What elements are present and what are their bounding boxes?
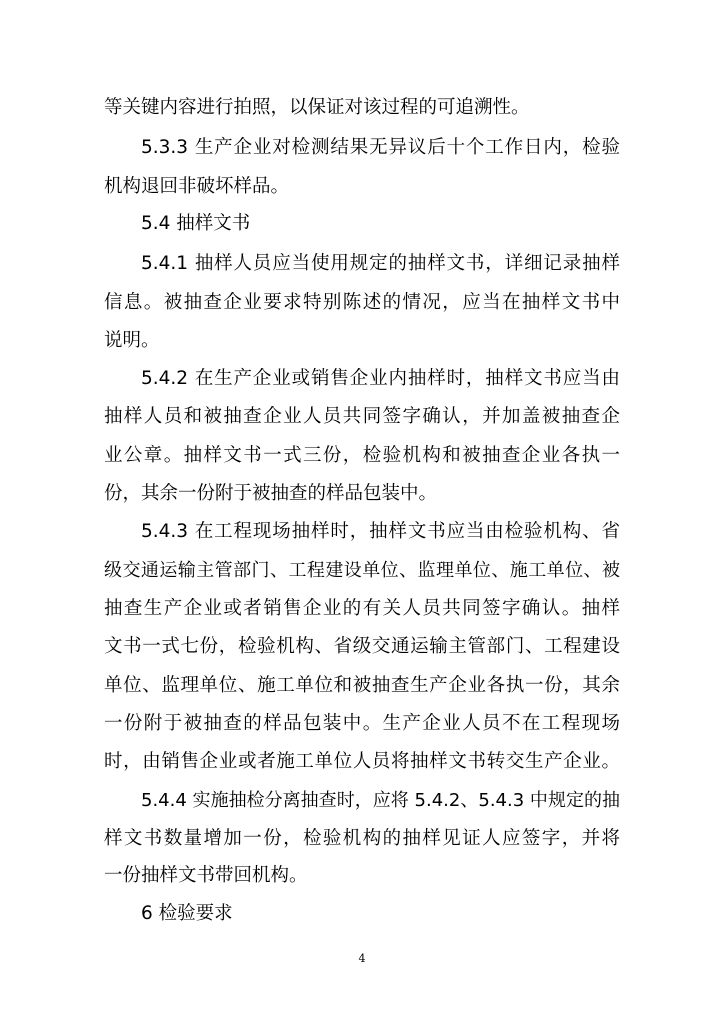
- text-line: 抽样人员和被抽查企业人员共同签字确认，并加盖被抽查企: [104, 406, 620, 427]
- text-line: 一份抽样文书带回机构。: [104, 865, 308, 886]
- page-number: 4: [358, 952, 366, 965]
- text-line: 说明。: [104, 330, 160, 351]
- text-line: 份，其余一份附于被抽查的样品包装中。: [104, 483, 438, 504]
- text-line: 级交通运输主管部门、工程建设单位、监理单位、施工单位、被: [104, 560, 620, 581]
- section-heading: 6 检验要求: [141, 903, 233, 924]
- text-line: 文书一式七份，检验机构、省级交通运输主管部门、工程建设: [104, 636, 620, 657]
- text-line: 5.4.1 抽样人员应当使用规定的抽样文书，详细记录抽样: [141, 253, 620, 274]
- text-line: 时，由销售企业或者施工单位人员将抽样文书转交生产企业。: [104, 751, 620, 772]
- text-line: 5.4.2 在生产企业或销售企业内抽样时，抽样文书应当由: [141, 368, 620, 389]
- text-line: 一份附于被抽查的样品包装中。生产企业人员不在工程现场: [104, 713, 620, 734]
- text-line: 5.4.4 实施抽检分离抽查时，应将 5.4.2、5.4.3 中规定的抽: [141, 790, 620, 811]
- text-line: 5.3.3 生产企业对检测结果无异议后十个工作日内，检验: [141, 137, 620, 158]
- text-line: 5.4.3 在工程现场抽样时，抽样文书应当由检验机构、省: [141, 521, 620, 542]
- text-line: 等关键内容进行拍照，以保证对该过程的可追溯性。: [104, 97, 530, 118]
- text-line: 信息。被抽查企业要求特别陈述的情况，应当在抽样文书中: [104, 292, 620, 313]
- text-line: 单位、监理单位、施工单位和被抽查生产企业各执一份，其余: [104, 675, 620, 696]
- text-line: 机构退回非破坏样品。: [104, 176, 290, 197]
- text-line: 业公章。抽样文书一式三份，检验机构和被抽查企业各执一: [104, 445, 620, 466]
- text-line: 样文书数量增加一份，检验机构的抽样见证人应签字，并将: [104, 828, 620, 849]
- text-line: 抽查生产企业或者销售企业的有关人员共同签字确认。抽样: [104, 598, 620, 619]
- section-heading: 5.4 抽样文书: [141, 213, 251, 234]
